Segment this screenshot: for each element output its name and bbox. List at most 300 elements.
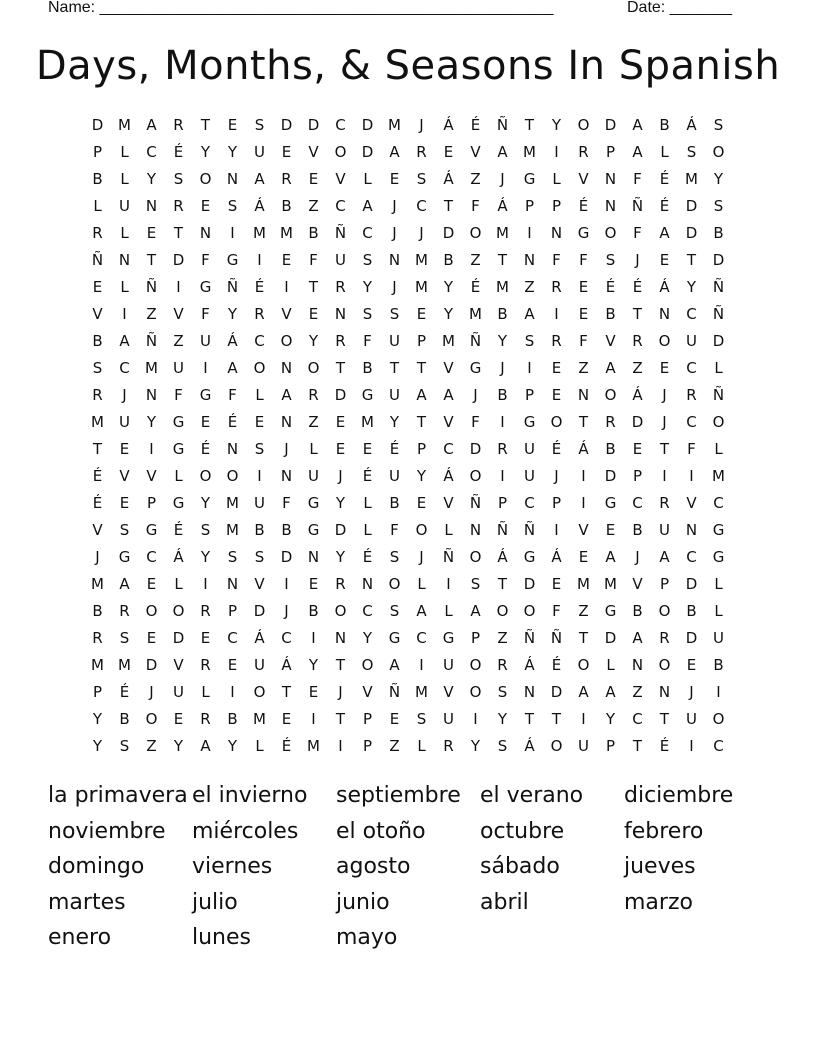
- word-list-item: noviembre: [48, 818, 166, 844]
- grid-letter: Á: [281, 655, 292, 674]
- grid-letter: T: [659, 709, 670, 728]
- grid-letter: Y: [713, 169, 724, 188]
- grid-letter: C: [119, 358, 130, 377]
- grid-letter: Á: [686, 115, 697, 134]
- grid-letter: M: [469, 304, 482, 323]
- grid-letter: S: [119, 628, 130, 647]
- grid-letter: P: [92, 682, 103, 701]
- grid-row: [84, 219, 732, 246]
- grid-letter: U: [119, 196, 130, 215]
- grid-letter: Ñ: [145, 331, 158, 350]
- grid-letter: Z: [389, 736, 400, 755]
- grid-letter: S: [497, 682, 508, 701]
- grid-letter: V: [605, 331, 616, 350]
- grid-letter: T: [335, 358, 346, 377]
- grid-letter: Ñ: [334, 223, 347, 242]
- grid-letter: E: [308, 574, 319, 593]
- grid-letter: D: [442, 223, 455, 242]
- grid-letter: G: [172, 439, 185, 458]
- grid-letter: C: [362, 601, 373, 620]
- grid-letter: B: [227, 709, 238, 728]
- grid-letter: E: [119, 439, 130, 458]
- word-list-item: el otoño: [336, 818, 426, 844]
- grid-letter: B: [254, 520, 265, 539]
- grid-letter: É: [119, 682, 130, 701]
- grid-letter: T: [524, 709, 535, 728]
- grid-letter: A: [470, 601, 481, 620]
- grid-letter: V: [281, 304, 292, 323]
- grid-letter: F: [363, 331, 372, 350]
- grid-row: [84, 516, 732, 543]
- grid-letter: Á: [524, 655, 535, 674]
- grid-letter: V: [632, 574, 643, 593]
- grid-letter: M: [361, 412, 374, 431]
- grid-letter: E: [281, 709, 292, 728]
- word-list-item: sábado: [480, 854, 560, 880]
- grid-letter: V: [173, 655, 184, 674]
- grid-letter: A: [605, 547, 616, 566]
- grid-letter: T: [632, 736, 643, 755]
- grid-letter: L: [363, 493, 372, 512]
- grid-letter: A: [443, 385, 454, 404]
- grid-letter: J: [392, 196, 397, 215]
- grid-letter: T: [200, 115, 211, 134]
- grid-letter: Ñ: [550, 628, 563, 647]
- word-list-item: miércoles: [192, 818, 299, 844]
- word-list-item: jueves: [624, 854, 696, 880]
- grid-letter: M: [577, 574, 590, 593]
- grid-letter: O: [307, 358, 320, 377]
- grid-letter: N: [577, 385, 590, 404]
- grid-letter: J: [149, 682, 154, 701]
- grid-letter: C: [713, 493, 724, 512]
- grid-letter: Y: [200, 493, 211, 512]
- grid-letter: B: [119, 709, 130, 728]
- grid-letter: N: [334, 628, 347, 647]
- grid-letter: A: [659, 223, 670, 242]
- grid-letter: U: [686, 331, 697, 350]
- grid-letter: R: [335, 331, 346, 350]
- grid-letter: Y: [497, 331, 508, 350]
- grid-letter: M: [388, 115, 401, 134]
- grid-letter: T: [335, 655, 346, 674]
- grid-letter: Y: [227, 304, 238, 323]
- grid-letter: C: [416, 628, 427, 647]
- grid-row: [84, 597, 732, 624]
- grid-letter: J: [419, 223, 424, 242]
- grid-letter: U: [578, 736, 589, 755]
- grid-letter: D: [361, 115, 374, 134]
- grid-letter: R: [200, 655, 211, 674]
- grid-letter: B: [362, 358, 373, 377]
- grid-letter: E: [281, 250, 292, 269]
- grid-letter: B: [92, 169, 103, 188]
- grid-letter: Ñ: [226, 277, 239, 296]
- grid-letter: É: [362, 547, 373, 566]
- grid-letter: T: [416, 358, 427, 377]
- grid-letter: N: [145, 385, 158, 404]
- grid-letter: E: [119, 493, 130, 512]
- grid-letter: J: [500, 169, 505, 188]
- word-list-row: [48, 885, 768, 921]
- grid-letter: P: [146, 493, 157, 512]
- grid-letter: R: [200, 709, 211, 728]
- grid-letter: M: [253, 709, 266, 728]
- grid-letter: N: [388, 250, 401, 269]
- grid-letter: G: [145, 520, 158, 539]
- grid-letter: P: [524, 196, 535, 215]
- word-list: [48, 778, 768, 956]
- grid-letter: A: [254, 169, 265, 188]
- grid-letter: E: [308, 169, 319, 188]
- grid-letter: N: [280, 466, 293, 485]
- grid-letter: P: [497, 493, 508, 512]
- grid-letter: G: [388, 628, 401, 647]
- grid-letter: Z: [524, 277, 535, 296]
- grid-letter: B: [308, 601, 319, 620]
- grid-letter: V: [92, 304, 103, 323]
- grid-letter: U: [443, 655, 454, 674]
- grid-letter: O: [388, 574, 401, 593]
- grid-letter: F: [633, 223, 642, 242]
- grid-letter: Ñ: [388, 682, 401, 701]
- grid-letter: V: [308, 142, 319, 161]
- grid-letter: F: [579, 331, 588, 350]
- grid-letter: A: [632, 628, 643, 647]
- grid-row: [84, 651, 732, 678]
- grid-letter: Á: [551, 547, 562, 566]
- grid-letter: R: [659, 628, 670, 647]
- grid-letter: B: [713, 655, 724, 674]
- grid-letter: R: [578, 142, 589, 161]
- grid-letter: N: [604, 196, 617, 215]
- grid-letter: L: [120, 142, 129, 161]
- grid-letter: A: [389, 655, 400, 674]
- grid-letter: I: [662, 466, 667, 485]
- grid-letter: Á: [443, 115, 454, 134]
- grid-letter: T: [416, 412, 427, 431]
- grid-letter: D: [172, 250, 185, 269]
- grid-letter: U: [254, 655, 265, 674]
- grid-letter: M: [307, 736, 320, 755]
- grid-letter: P: [362, 709, 373, 728]
- grid-letter: L: [660, 142, 669, 161]
- grid-letter: R: [200, 601, 211, 620]
- grid-letter: B: [443, 250, 454, 269]
- grid-letter: S: [686, 142, 697, 161]
- grid-letter: V: [443, 493, 454, 512]
- grid-letter: U: [686, 709, 697, 728]
- grid-letter: E: [92, 277, 103, 296]
- grid-letter: S: [416, 169, 427, 188]
- grid-letter: U: [119, 412, 130, 431]
- word-list-item: lunes: [192, 925, 251, 951]
- grid-letter: P: [470, 628, 481, 647]
- grid-letter: G: [199, 277, 212, 296]
- grid-letter: P: [362, 736, 373, 755]
- grid-letter: L: [120, 277, 129, 296]
- grid-letter: I: [311, 628, 316, 647]
- grid-letter: P: [632, 466, 643, 485]
- grid-letter: G: [226, 250, 239, 269]
- grid-letter: Y: [362, 277, 373, 296]
- grid-letter: Z: [578, 358, 589, 377]
- grid-letter: G: [172, 493, 185, 512]
- grid-letter: A: [605, 682, 616, 701]
- grid-letter: I: [230, 682, 235, 701]
- grid-letter: D: [280, 547, 293, 566]
- word-list-row: [48, 849, 768, 885]
- word-list-item: el verano: [480, 783, 584, 809]
- grid-letter: U: [524, 466, 535, 485]
- grid-letter: A: [389, 142, 400, 161]
- grid-letter: A: [227, 358, 238, 377]
- grid-letter: Y: [308, 331, 319, 350]
- grid-letter: S: [713, 196, 724, 215]
- grid-letter: I: [338, 736, 343, 755]
- grid-letter: É: [92, 466, 103, 485]
- grid-letter: Y: [92, 709, 103, 728]
- grid-letter: Ñ: [523, 628, 536, 647]
- grid-letter: Á: [227, 331, 238, 350]
- grid-letter: J: [338, 466, 343, 485]
- grid-letter: B: [632, 601, 643, 620]
- grid-letter: T: [578, 628, 589, 647]
- name-field[interactable]: Name: ___________________________________________________: [48, 0, 554, 16]
- grid-letter: D: [631, 412, 644, 431]
- grid-letter: C: [524, 493, 535, 512]
- grid-letter: I: [176, 277, 181, 296]
- grid-letter: É: [254, 277, 265, 296]
- grid-letter: E: [308, 682, 319, 701]
- grid-letter: A: [200, 736, 211, 755]
- grid-letter: M: [91, 412, 104, 431]
- grid-letter: G: [469, 358, 482, 377]
- grid-letter: F: [201, 304, 210, 323]
- grid-letter: O: [604, 385, 617, 404]
- grid-letter: A: [632, 115, 643, 134]
- grid-row: [84, 111, 732, 138]
- grid-letter: S: [119, 520, 130, 539]
- grid-letter: B: [92, 601, 103, 620]
- date-field[interactable]: Date: _______: [627, 0, 732, 16]
- grid-letter: E: [146, 223, 157, 242]
- grid-letter: É: [470, 277, 481, 296]
- grid-letter: J: [392, 277, 397, 296]
- grid-letter: I: [203, 358, 208, 377]
- grid-letter: S: [362, 250, 373, 269]
- grid-letter: L: [552, 169, 561, 188]
- grid-letter: M: [226, 520, 239, 539]
- grid-letter: Y: [146, 169, 157, 188]
- grid-letter: L: [714, 601, 723, 620]
- grid-letter: T: [308, 277, 319, 296]
- grid-letter: F: [174, 385, 183, 404]
- grid-letter: L: [714, 439, 723, 458]
- grid-letter: T: [578, 412, 589, 431]
- grid-letter: E: [578, 304, 589, 323]
- grid-letter: I: [230, 223, 235, 242]
- word-list-item: la primavera: [48, 783, 188, 809]
- grid-letter: C: [281, 628, 292, 647]
- grid-row: [84, 354, 732, 381]
- grid-letter: N: [685, 520, 698, 539]
- grid-letter: U: [389, 385, 400, 404]
- grid-letter: T: [443, 196, 454, 215]
- word-list-row: [48, 814, 768, 850]
- grid-letter: R: [335, 574, 346, 593]
- grid-letter: G: [118, 547, 131, 566]
- grid-letter: D: [253, 601, 266, 620]
- grid-letter: Y: [308, 655, 319, 674]
- grid-letter: L: [255, 736, 264, 755]
- grid-row: [84, 732, 732, 759]
- grid-letter: Ñ: [712, 385, 725, 404]
- grid-row: [84, 327, 732, 354]
- grid-letter: I: [122, 304, 127, 323]
- grid-letter: J: [419, 547, 424, 566]
- grid-letter: E: [173, 709, 184, 728]
- grid-letter: R: [659, 493, 670, 512]
- grid-letter: A: [578, 682, 589, 701]
- grid-letter: M: [496, 277, 509, 296]
- grid-letter: G: [442, 628, 455, 647]
- grid-letter: P: [416, 331, 427, 350]
- grid-letter: U: [659, 520, 670, 539]
- grid-letter: M: [415, 277, 428, 296]
- grid-letter: A: [416, 385, 427, 404]
- grid-letter: L: [174, 466, 183, 485]
- grid-letter: O: [145, 709, 158, 728]
- grid-letter: B: [497, 385, 508, 404]
- grid-letter: I: [554, 520, 559, 539]
- grid-letter: S: [254, 115, 265, 134]
- grid-letter: R: [173, 196, 184, 215]
- grid-letter: D: [712, 250, 725, 269]
- grid-letter: É: [362, 466, 373, 485]
- grid-letter: Z: [632, 358, 643, 377]
- grid-letter: I: [500, 466, 505, 485]
- grid-letter: U: [713, 628, 724, 647]
- grid-letter: Y: [335, 493, 346, 512]
- grid-letter: F: [552, 250, 561, 269]
- grid-letter: F: [579, 250, 588, 269]
- grid-letter: O: [712, 142, 725, 161]
- grid-letter: M: [496, 223, 509, 242]
- grid-letter: E: [389, 169, 400, 188]
- grid-letter: C: [686, 412, 697, 431]
- grid-letter: E: [254, 412, 265, 431]
- grid-letter: F: [282, 493, 291, 512]
- grid-letter: O: [550, 736, 563, 755]
- grid-letter: J: [635, 547, 640, 566]
- grid-letter: L: [120, 223, 129, 242]
- word-list-item: septiembre: [336, 783, 461, 809]
- grid-letter: Ñ: [91, 250, 104, 269]
- word-list-item: diciembre: [624, 783, 734, 809]
- grid-letter: Á: [173, 547, 184, 566]
- grid-letter: O: [469, 655, 482, 674]
- word-list-item: domingo: [48, 854, 145, 880]
- grid-letter: Ñ: [712, 304, 725, 323]
- grid-letter: G: [577, 223, 590, 242]
- grid-letter: P: [416, 439, 427, 458]
- grid-letter: Ñ: [469, 331, 482, 350]
- grid-letter: S: [605, 250, 616, 269]
- grid-letter: A: [497, 142, 508, 161]
- grid-letter: Á: [254, 628, 265, 647]
- grid-letter: A: [281, 385, 292, 404]
- grid-letter: T: [173, 223, 184, 242]
- word-list-item: febrero: [624, 818, 704, 844]
- grid-letter: S: [713, 115, 724, 134]
- grid-letter: C: [713, 736, 724, 755]
- grid-row: [84, 273, 732, 300]
- grid-letter: P: [551, 493, 562, 512]
- grid-letter: R: [686, 385, 697, 404]
- grid-letter: R: [551, 331, 562, 350]
- grid-letter: D: [280, 115, 293, 134]
- grid-letter: T: [686, 250, 697, 269]
- grid-letter: L: [201, 682, 210, 701]
- grid-row: [84, 138, 732, 165]
- grid-letter: M: [226, 493, 239, 512]
- grid-letter: J: [95, 547, 100, 566]
- grid-letter: D: [685, 196, 698, 215]
- word-list-item: enero: [48, 925, 112, 951]
- grid-letter: Z: [146, 304, 157, 323]
- grid-letter: B: [389, 493, 400, 512]
- grid-letter: L: [714, 358, 723, 377]
- grid-letter: F: [228, 385, 237, 404]
- grid-letter: T: [335, 709, 346, 728]
- grid-letter: T: [92, 439, 103, 458]
- grid-letter: L: [714, 574, 723, 593]
- grid-letter: E: [200, 412, 211, 431]
- grid-letter: T: [632, 304, 643, 323]
- grid-letter: Á: [443, 169, 454, 188]
- grid-letter: S: [389, 304, 400, 323]
- grid-letter: É: [551, 439, 562, 458]
- grid-letter: E: [659, 358, 670, 377]
- grid-letter: O: [469, 223, 482, 242]
- grid-letter: Á: [497, 196, 508, 215]
- grid-letter: Ñ: [523, 520, 536, 539]
- grid-letter: É: [281, 736, 292, 755]
- grid-letter: I: [554, 142, 559, 161]
- grid-letter: G: [712, 547, 725, 566]
- grid-letter: U: [308, 466, 319, 485]
- grid-letter: F: [471, 412, 480, 431]
- grid-letter: D: [334, 520, 347, 539]
- grid-letter: J: [689, 682, 694, 701]
- grid-letter: Z: [470, 169, 481, 188]
- grid-letter: R: [497, 439, 508, 458]
- grid-letter: O: [199, 169, 212, 188]
- grid-letter: S: [362, 304, 373, 323]
- grid-letter: E: [308, 304, 319, 323]
- grid-letter: O: [658, 331, 671, 350]
- grid-letter: F: [471, 196, 480, 215]
- grid-letter: I: [581, 493, 586, 512]
- grid-letter: N: [226, 169, 239, 188]
- grid-letter: E: [659, 250, 670, 269]
- grid-letter: Y: [335, 547, 346, 566]
- grid-letter: G: [199, 385, 212, 404]
- grid-letter: O: [280, 331, 293, 350]
- grid-letter: T: [497, 250, 508, 269]
- grid-row: [84, 570, 732, 597]
